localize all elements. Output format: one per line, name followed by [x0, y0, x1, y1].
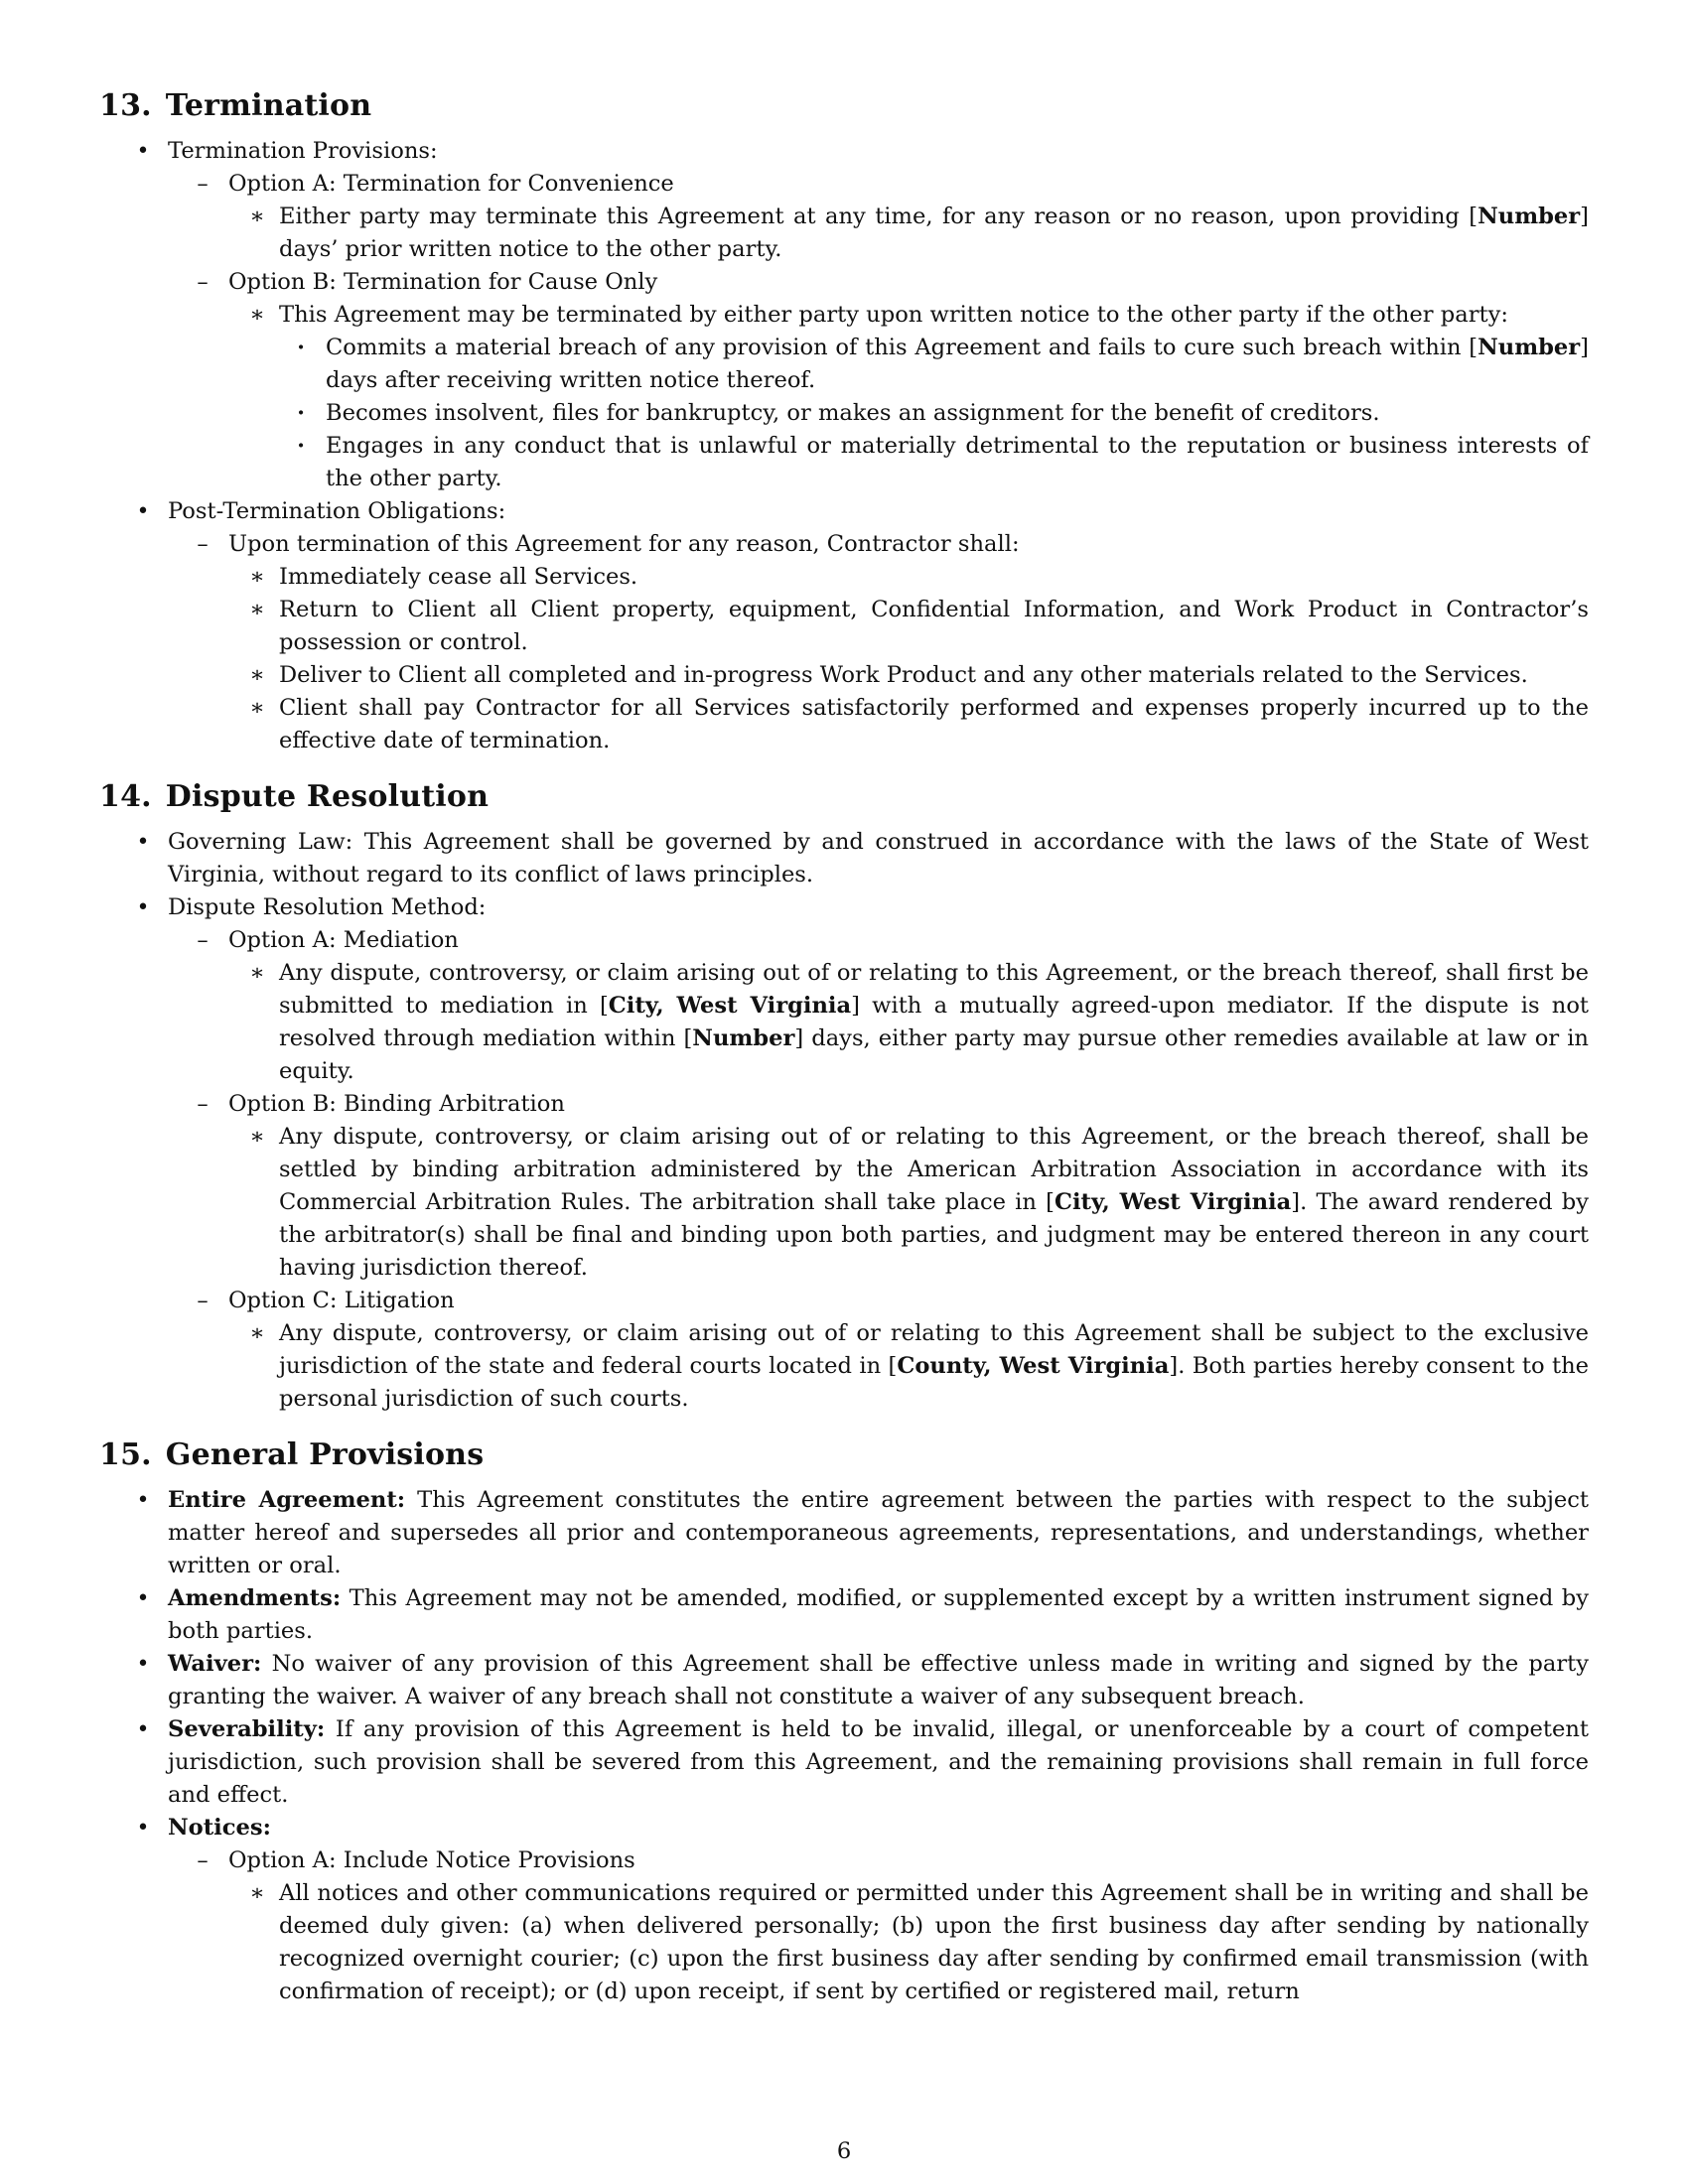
option-label: Option A: Mediation — [228, 927, 459, 953]
sub-list — [168, 168, 1589, 495]
option-label: Option B: Binding Arbitration — [228, 1091, 565, 1117]
bullet-list — [99, 135, 1589, 757]
text-run: This Agreement constitutes the entire agreement between the parties with respect to the subject matter hereof and supersedes all prior and contemporaneous agreements, representations, and understandings, whether written or oral. — [168, 1487, 1589, 1578]
dot-marker: · — [297, 400, 305, 426]
list-item — [99, 1582, 1589, 1648]
star-marker: ∗ — [249, 302, 265, 328]
list-item — [228, 594, 1589, 659]
option-label: Option A: Termination for Convenience — [228, 171, 674, 197]
list-item-text — [326, 332, 1589, 397]
dash-marker: – — [197, 269, 209, 295]
list-item — [168, 1285, 1589, 1416]
page-number: 6 — [836, 2138, 852, 2164]
text-run: Any dispute, controversy, or claim arising out of or relating to this Agreement, or the breach thereof, shall be settled by binding arbitration administered by the American Arbitration Association in accordance with its Commercial Arbitration Rules. The arbitration shall take place in [ — [279, 1124, 1589, 1215]
list-item — [228, 201, 1589, 266]
list-item-text: Immediately cease all Services. — [279, 564, 638, 590]
section-termination — [99, 87, 1589, 757]
dash-marker: – — [197, 1091, 209, 1117]
list-item-text — [168, 1812, 1589, 1844]
dash-marker: – — [197, 1847, 209, 1873]
list-item — [99, 826, 1589, 891]
list-item-text: Engages in any conduct that is unlawful or materially detrimental to the reputation or business interests of the other party. — [326, 433, 1589, 491]
list-item — [168, 266, 1589, 495]
placeholder-field: Number — [1477, 204, 1581, 229]
option-label: Option B: Termination for Cause Only — [228, 269, 658, 295]
sub-list — [228, 561, 1589, 757]
text-run: This Agreement may not be amended, modified, or supplemented except by a written instrument signed by both parties. — [168, 1585, 1589, 1644]
placeholder-field: County, West Virginia — [897, 1353, 1170, 1379]
list-item-text: Upon termination of this Agreement for any reason, Contractor shall: — [228, 531, 1020, 557]
list-item — [99, 135, 1589, 495]
list-item — [168, 924, 1589, 1088]
bullet-marker: • — [136, 499, 150, 524]
bullet-marker: • — [136, 1586, 150, 1611]
star-marker: ∗ — [249, 597, 265, 622]
bullet-marker: • — [136, 1652, 150, 1677]
section-title: Termination — [165, 88, 372, 123]
dash-marker: – — [197, 1288, 209, 1313]
text-run: ] days’ prior written notice to the other party. — [279, 204, 1589, 262]
list-item — [168, 168, 1589, 266]
list-item — [99, 495, 1589, 757]
sub-list — [228, 1317, 1589, 1416]
bullet-marker: • — [136, 139, 150, 164]
star-marker: ∗ — [249, 695, 265, 721]
list-item — [228, 1121, 1589, 1285]
list-item-text — [279, 201, 1589, 266]
list-item-text — [168, 1582, 1589, 1648]
provision-label: Notices: — [168, 1815, 271, 1841]
dash-marker: – — [197, 171, 209, 197]
star-marker: ∗ — [249, 1880, 265, 1906]
list-item-text — [279, 1121, 1589, 1285]
list-item-text: Return to Client all Client property, equipment, Confidential Information, and Work Product in Contractor’s possession or control. — [279, 597, 1589, 655]
text-run: ] days, either party may pursue other remedies available at law or in equity. — [279, 1025, 1589, 1084]
sub-list — [228, 1877, 1589, 2008]
list-item — [228, 692, 1589, 757]
star-marker: ∗ — [249, 960, 265, 986]
list-item — [99, 1484, 1589, 1582]
list-item — [228, 561, 1589, 594]
list-item — [228, 1317, 1589, 1416]
list-item — [279, 397, 1589, 430]
bullet-marker: • — [136, 1816, 150, 1841]
section-dispute-resolution — [99, 778, 1589, 1416]
placeholder-field: Number — [692, 1025, 795, 1051]
section-title: General Provisions — [165, 1437, 485, 1472]
list-item-text: Termination Provisions: — [168, 138, 438, 164]
text-run: ]. Both parties hereby consent to the personal jurisdiction of such courts. — [279, 1353, 1590, 1412]
text-run: Any dispute, controversy, or claim arising out of or relating to this Agreement shall be subject to the exclusive jurisdiction of the state and federal courts located in [ — [279, 1320, 1589, 1379]
section-heading — [99, 87, 1589, 125]
text-run: If any provision of this Agreement is held to be invalid, illegal, or unenforceable by a court of competent jurisdiction, such provision shall be severed from this Agreement, and the remaining provisions shall remain in full force and effect. — [168, 1716, 1589, 1808]
list-item — [168, 528, 1589, 757]
section-general-provisions — [99, 1436, 1589, 2008]
sub-list — [279, 332, 1589, 495]
dot-marker: · — [297, 433, 305, 459]
list-item-text — [168, 1484, 1589, 1582]
sub-list — [228, 957, 1589, 1088]
provision-label: Amendments: — [168, 1585, 342, 1611]
section-heading — [99, 1436, 1589, 1474]
sub-list — [168, 924, 1589, 1416]
list-item-text — [168, 1648, 1589, 1713]
list-item — [228, 957, 1589, 1088]
text-run: ]. The award rendered by the arbitrator(s) shall be final and binding upon both parties, and judgment may be entered thereon in any court having jurisdiction thereof. — [279, 1189, 1589, 1281]
sub-list — [228, 299, 1589, 495]
list-item — [99, 1713, 1589, 1812]
list-item — [228, 659, 1589, 692]
text-run: Any dispute, controversy, or claim arising out of or relating to this Agreement, or the breach thereof, shall first be submitted to mediation in [ — [279, 960, 1589, 1019]
list-item-text — [279, 1317, 1589, 1416]
text-run: No waiver of any provision of this Agreement shall be effective unless made in writing and signed by the party granting the waiver. A waiver of any breach shall not constitute a waiver of any subsequent breach. — [168, 1651, 1589, 1709]
star-marker: ∗ — [249, 1320, 265, 1346]
list-item-text — [168, 1713, 1589, 1812]
text-run: ] days after receiving written notice thereof. — [326, 335, 1589, 393]
star-marker: ∗ — [249, 1124, 265, 1150]
text-run: Commits a material breach of any provision of this Agreement and fails to cure such breach within [ — [326, 335, 1478, 360]
section-number: 14. — [99, 779, 152, 814]
placeholder-field: Number — [1477, 335, 1581, 360]
list-item-text: Deliver to Client all completed and in-progress Work Product and any other materials related to the Services. — [279, 662, 1528, 688]
list-item — [228, 1877, 1589, 2008]
option-label: Option A: Include Notice Provisions — [228, 1847, 635, 1873]
list-item-text: Dispute Resolution Method: — [168, 894, 487, 920]
sub-list — [228, 201, 1589, 266]
sub-list — [168, 528, 1589, 757]
list-item — [99, 1648, 1589, 1713]
list-item — [279, 430, 1589, 495]
list-item — [168, 1088, 1589, 1285]
list-item — [168, 1844, 1589, 2008]
list-item-text: Post-Termination Obligations: — [168, 498, 506, 524]
list-item — [228, 299, 1589, 495]
section-heading — [99, 778, 1589, 816]
dash-marker: – — [197, 927, 209, 953]
document-page — [99, 87, 1589, 2029]
list-item-text — [279, 957, 1589, 1088]
text-run: Either party may terminate this Agreement at any time, for any reason or no reason, upon providing [ — [279, 204, 1478, 229]
section-title: Dispute Resolution — [165, 779, 490, 814]
bullet-list — [99, 826, 1589, 1416]
star-marker: ∗ — [249, 564, 265, 590]
placeholder-field: City, West Virginia — [1054, 1189, 1292, 1215]
list-item-text: This Agreement may be terminated by either party upon written notice to the other party if the other party: — [279, 302, 1508, 328]
list-item-text: Becomes insolvent, files for bankruptcy, or makes an assignment for the benefit of creditors. — [326, 400, 1380, 426]
provision-label: Entire Agreement: — [168, 1487, 406, 1513]
section-number: 15. — [99, 1437, 152, 1472]
provision-label: Waiver: — [168, 1651, 262, 1677]
provision-label: Severability: — [168, 1716, 326, 1742]
dash-marker: – — [197, 531, 209, 557]
list-item-text: Client shall pay Contractor for all Services satisfactorily performed and expenses properly incurred up to the effective date of termination. — [279, 695, 1589, 753]
bullet-marker: • — [136, 1717, 150, 1742]
bullet-marker: • — [136, 895, 150, 920]
text-run: ] with a mutually agreed-upon mediator. If the dispute is not resolved through mediation within [ — [279, 993, 1590, 1051]
list-item — [99, 1812, 1589, 2008]
star-marker: ∗ — [249, 662, 265, 688]
list-item-text: All notices and other communications required or permitted under this Agreement shall be in writing and shall be deemed duly given: (a) when delivered personally; (b) upon the first business day after sending by nationally recognized overnight courier; (c) upon the first business day after sending by confirmed email transmission (with confirmation of receipt); or (d) upon receipt, if sent by certified or registered mail, return — [279, 1880, 1589, 2004]
dot-marker: · — [297, 335, 305, 360]
list-item — [279, 332, 1589, 397]
bullet-marker: • — [136, 830, 150, 855]
list-item-text: Governing Law: This Agreement shall be governed by and construed in accordance with the laws of the State of West Virginia, without regard to its conflict of laws principles. — [168, 829, 1589, 887]
bullet-list — [99, 1484, 1589, 2008]
bullet-marker: • — [136, 1488, 150, 1513]
sub-list — [228, 1121, 1589, 1285]
star-marker: ∗ — [249, 204, 265, 229]
sub-list — [168, 1844, 1589, 2008]
section-number: 13. — [99, 88, 152, 123]
placeholder-field: City, West Virginia — [608, 993, 852, 1019]
list-item — [99, 891, 1589, 1416]
option-label: Option C: Litigation — [228, 1288, 455, 1313]
